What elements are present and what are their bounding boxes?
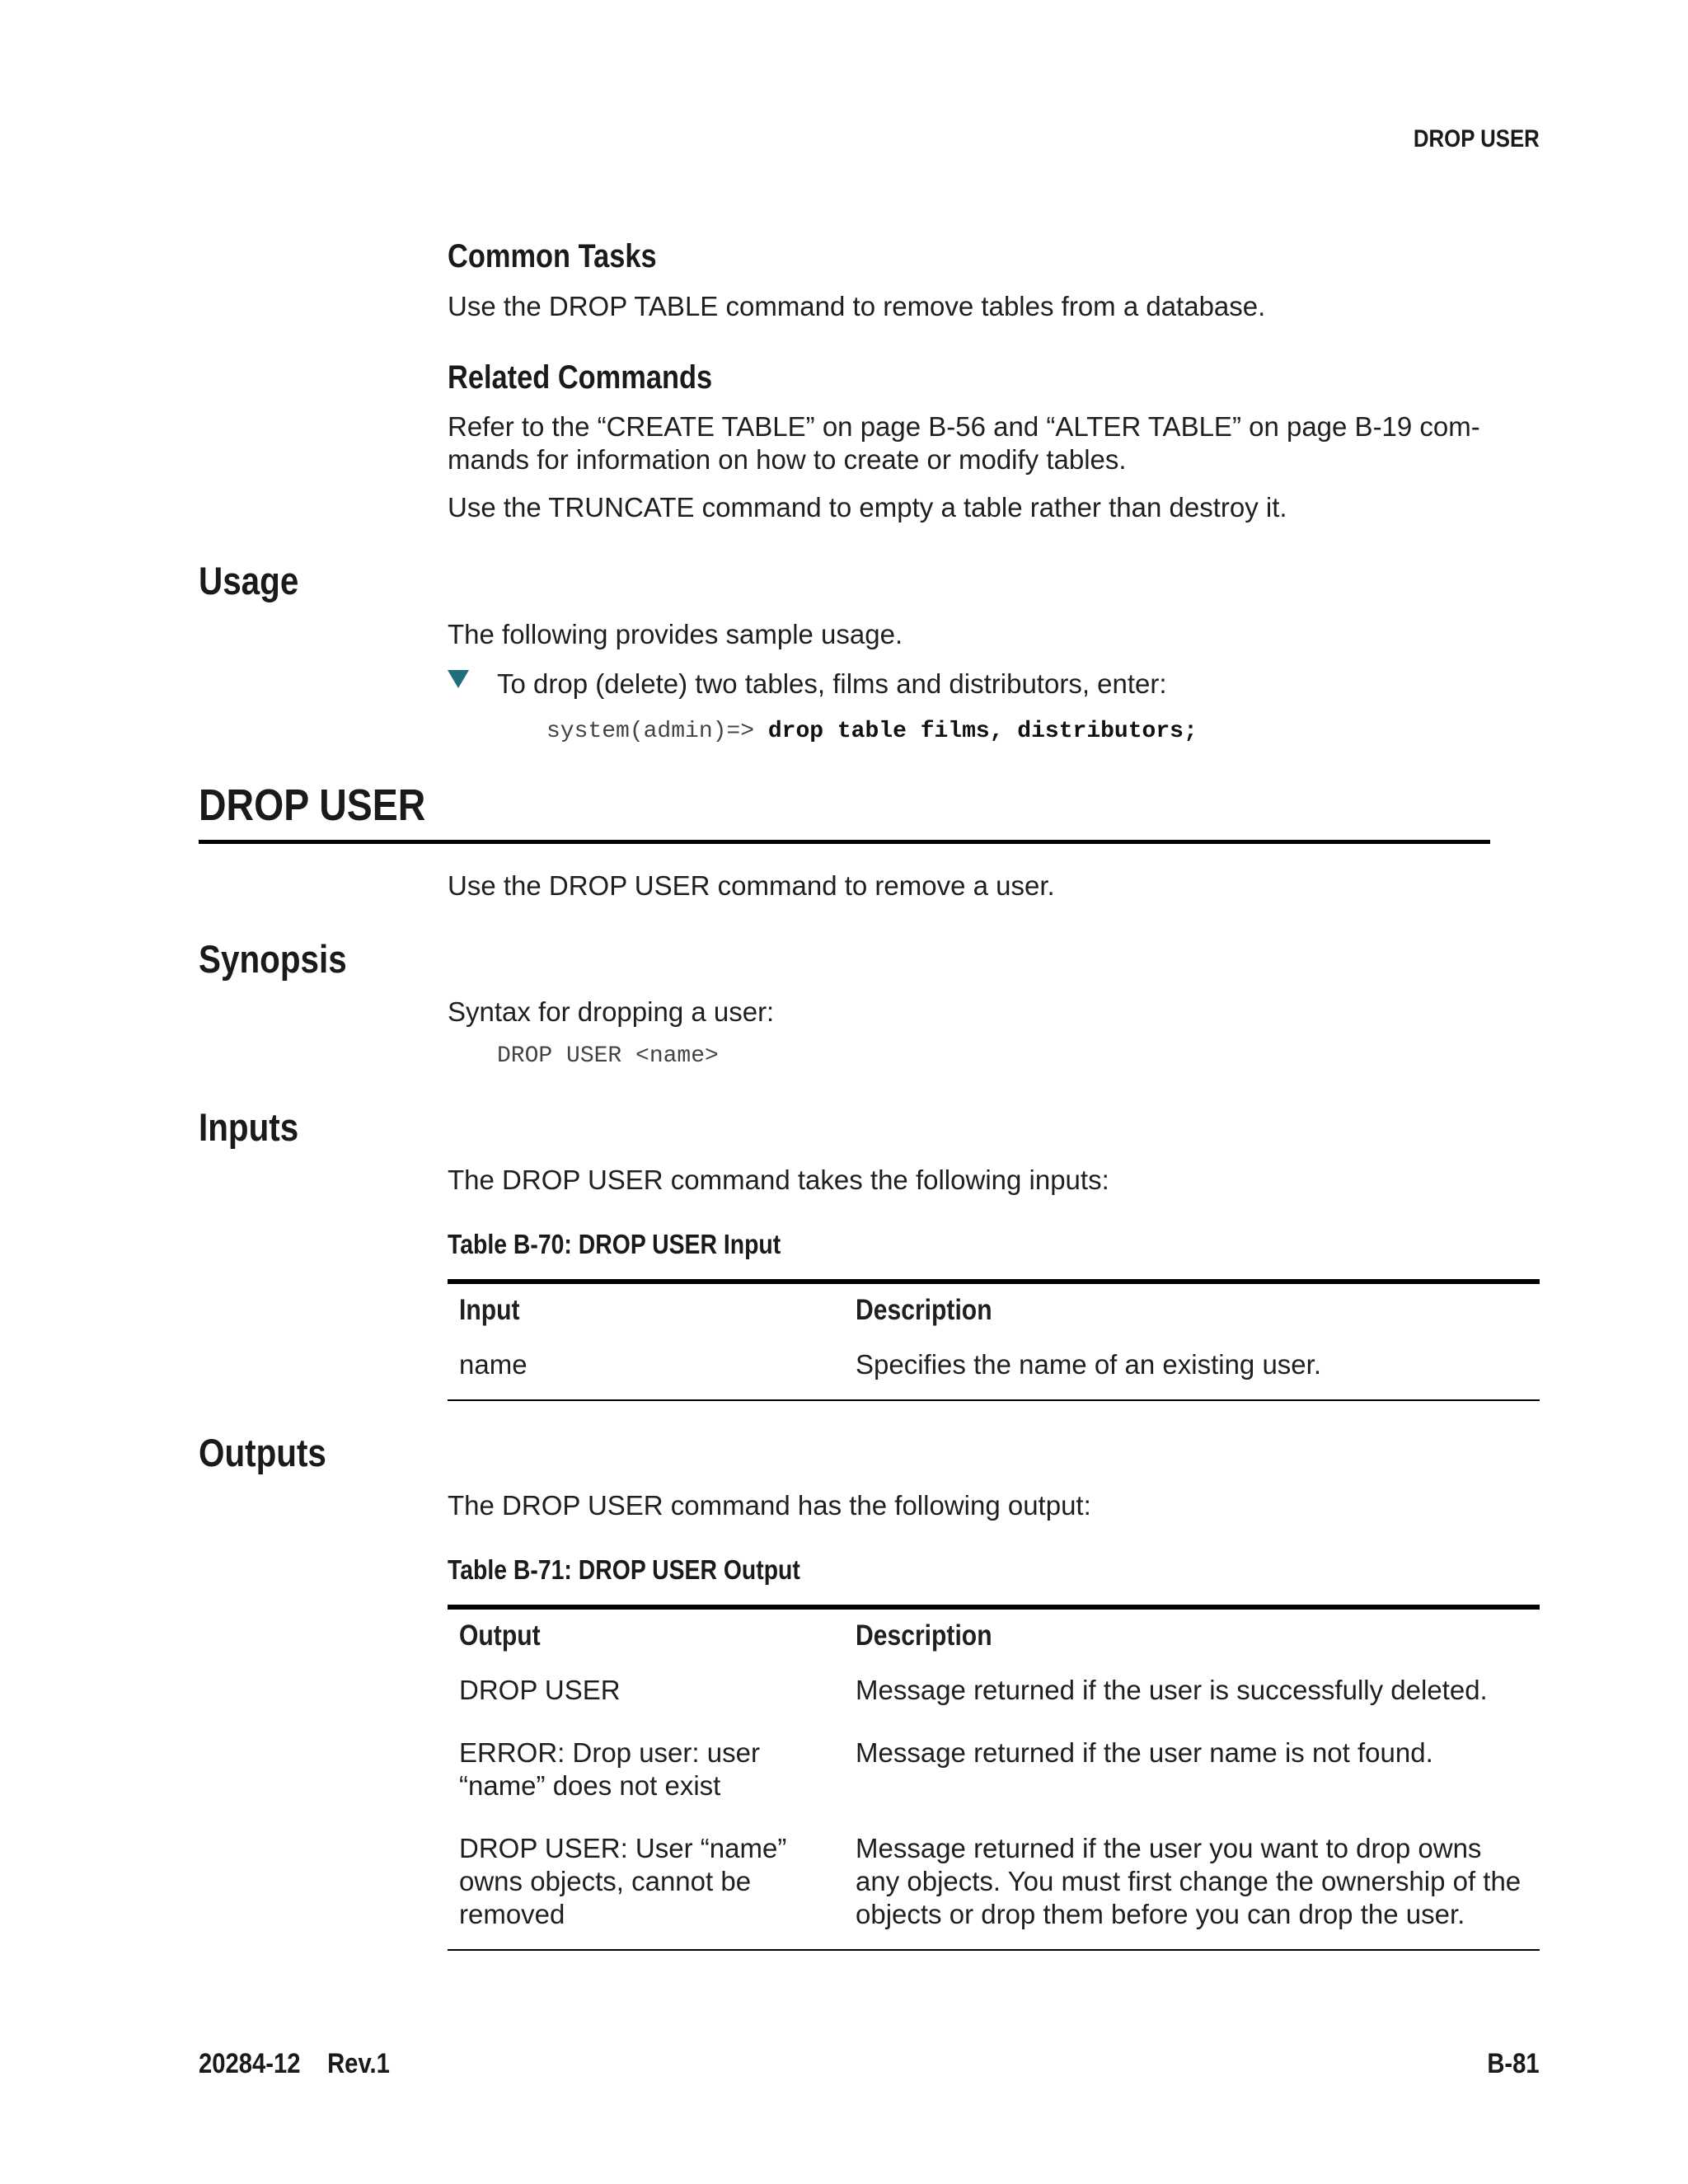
outputs-intro: The DROP USER command has the following output: xyxy=(448,1490,1091,1521)
section-rule xyxy=(199,840,1490,844)
synopsis-syntax: DROP USER <name> xyxy=(497,1043,719,1069)
usage-code-example xyxy=(546,719,1198,744)
related-commands-para2: Use the TRUNCATE command to empty a table rather than destroy it. xyxy=(448,492,1287,523)
code-command: drop table films, distributors; xyxy=(767,719,1198,744)
inputs-heading: Inputs xyxy=(199,1105,299,1149)
table-header-row xyxy=(448,1607,1540,1662)
table-cell: Message returned if the user you want to drop owns any objects. You must first change the ownership of the objects or drop them before you can drop the user. xyxy=(856,1833,1522,1929)
column-header: Description xyxy=(856,1294,992,1326)
related-commands-para1-line2: mands for information on how to create or modify tables. xyxy=(448,444,1127,475)
column-header: Description xyxy=(856,1619,992,1652)
column-header: Output xyxy=(459,1619,541,1652)
drop-user-heading: DROP USER xyxy=(199,780,426,830)
related-commands-heading: Related Commands xyxy=(448,359,713,396)
outputs-heading: Outputs xyxy=(199,1431,326,1474)
triangle-bullet-icon xyxy=(448,670,469,688)
table-row xyxy=(448,1337,1540,1400)
usage-bullet-text: To drop (delete) two tables, films and distributors, enter: xyxy=(497,668,1167,699)
related-commands-para1-line1: Refer to the “CREATE TABLE” on page B-56 and “ALTER TABLE” on page B-19 com- xyxy=(448,411,1480,442)
table-row xyxy=(448,1662,1540,1725)
table-cell: Message returned if the user name is not found. xyxy=(856,1737,1433,1768)
drop-user-intro: Use the DROP USER command to remove a user. xyxy=(448,870,1055,901)
usage-heading: Usage xyxy=(199,559,299,602)
synopsis-heading: Synopsis xyxy=(199,937,347,981)
outputs-table xyxy=(448,1605,1540,1951)
table-row xyxy=(448,1821,1540,1950)
outputs-table-caption: Table B-71: DROP USER Output xyxy=(448,1554,800,1585)
footer-doc-number: 20284-12 Rev.1 xyxy=(199,2048,390,2079)
table-cell: ERROR: Drop user: user “name” does not exist xyxy=(459,1737,760,1801)
table-cell: name xyxy=(459,1349,528,1380)
common-tasks-text: Use the DROP TABLE command to remove tables from a database. xyxy=(448,291,1266,321)
running-header: DROP USER xyxy=(1414,125,1540,152)
column-header: Input xyxy=(459,1294,520,1326)
footer-page-number: B-81 xyxy=(1487,2048,1540,2079)
table-cell: DROP USER: User “name” owns objects, cannot be removed xyxy=(459,1833,787,1929)
usage-intro: The following provides sample usage. xyxy=(448,619,903,649)
inputs-table xyxy=(448,1279,1540,1401)
inputs-table-caption: Table B-70: DROP USER Input xyxy=(448,1229,781,1259)
table-cell: Specifies the name of an existing user. xyxy=(856,1349,1321,1380)
table-header-row xyxy=(448,1282,1540,1337)
table-row xyxy=(448,1725,1540,1821)
table-cell: Message returned if the user is successfully deleted. xyxy=(856,1675,1488,1705)
inputs-intro: The DROP USER command takes the following inputs: xyxy=(448,1165,1109,1195)
code-prompt: system(admin)=> xyxy=(546,719,755,744)
table-cell: DROP USER xyxy=(459,1675,621,1705)
synopsis-intro: Syntax for dropping a user: xyxy=(448,996,775,1027)
common-tasks-heading: Common Tasks xyxy=(448,238,657,274)
